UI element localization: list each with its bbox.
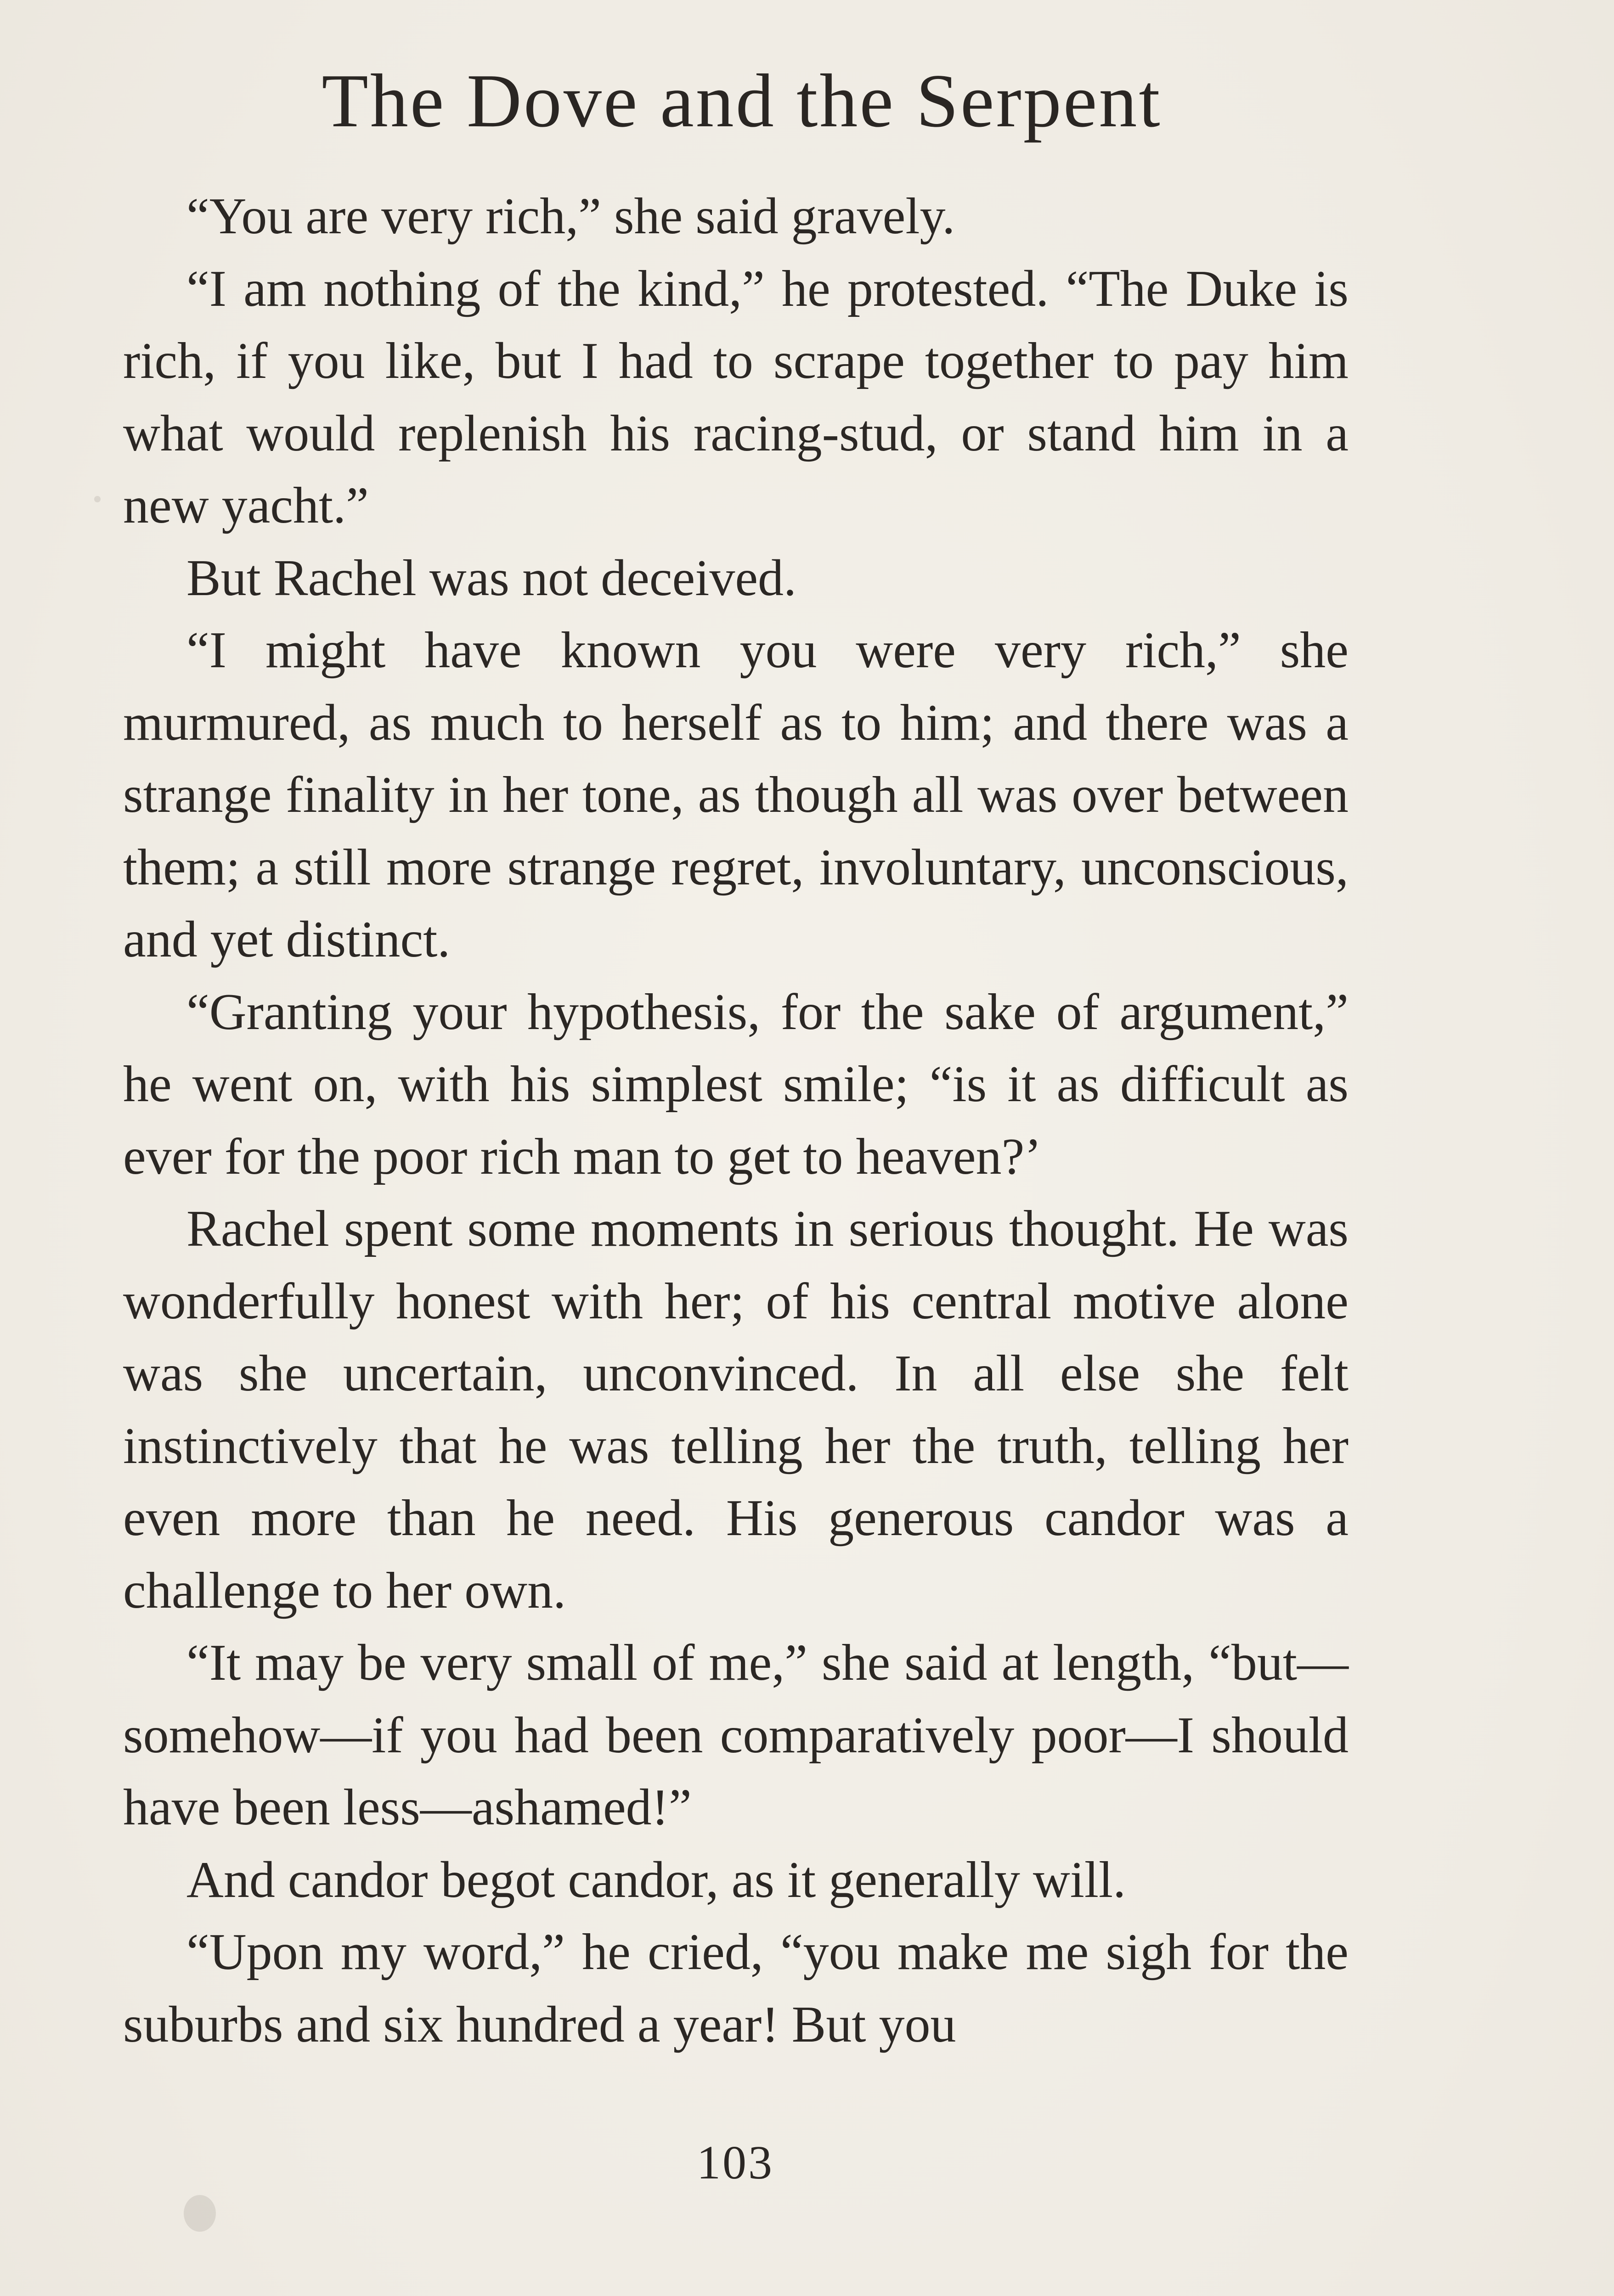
paper-smudge bbox=[184, 2195, 216, 2232]
page-number: 103 bbox=[697, 2136, 774, 2189]
body-text bbox=[123, 180, 1349, 2061]
paragraph: And candor begot candor, as it generally will. bbox=[186, 1851, 1126, 1908]
paragraph: “Granting your hypothesis, for the sake of argument,” he went on, with his simplest smile; “is it as difficult as ever for the poor rich man to get to heaven?’ bbox=[123, 983, 1349, 1185]
paragraph: Rachel spent some moments in serious thought. He was wonderfully honest with her; of his central motive alone was she uncertain, unconvinced. In all else she felt instinctively that he was telling her the truth, telling her even more than he need. His generous candor was a challenge to her own. bbox=[123, 1200, 1349, 1619]
paragraph: But Rachel was not deceived. bbox=[186, 549, 797, 607]
paragraph: “You are very rich,” she said gravely. bbox=[186, 188, 955, 245]
paper-speck bbox=[94, 496, 101, 502]
paragraph: “It may be very small of me,” she said at length, “but—somehow—if you had been comparatively poor—I should have been less—ashamed!” bbox=[123, 1634, 1349, 1836]
paragraph: “Upon my word,” he cried, “you make me sigh for the suburbs and six hundred a year! But you bbox=[123, 1924, 1349, 2053]
running-head: The Dove and the Serpent bbox=[322, 58, 1162, 143]
paragraph: “I am nothing of the kind,” he protested. “The Duke is rich, if you like, but I had to scrape together to pay him what would replenish his racing-stud, or stand him in a new yacht.” bbox=[123, 260, 1349, 534]
paragraph: “I might have known you were very rich,” she murmured, as much to herself as to him; and there was a strange finality in her tone, as though all was over between them; a still more strange regret, involuntary, unconscious, and yet distinct. bbox=[123, 622, 1349, 968]
